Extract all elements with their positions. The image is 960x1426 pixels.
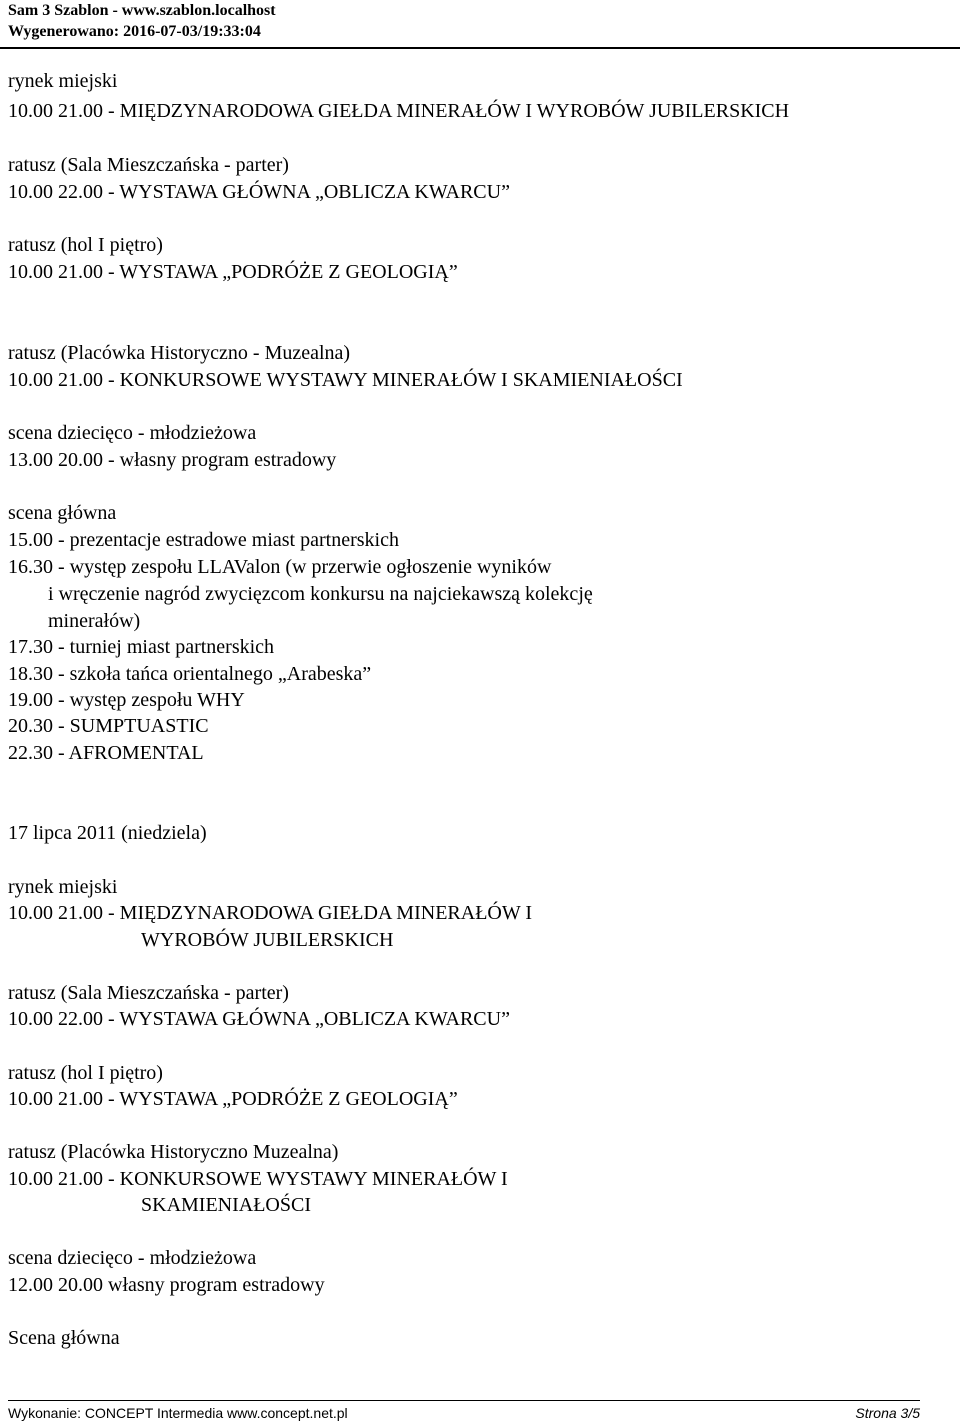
event-line: 13.00 20.00 - własny program estradowy xyxy=(8,449,337,471)
venue-label: ratusz (hol I piętro) xyxy=(8,234,163,256)
event-line: 10.00 21.00 - MIĘDZYNARODOWA GIEŁDA MINERAŁÓW I xyxy=(8,902,533,924)
event-line: 17.30 - turniej miast partnerskich xyxy=(8,636,275,658)
venue-label: rynek miejski xyxy=(8,70,118,92)
venue-label: ratusz (Placówka Historyczno Muzealna) xyxy=(8,1141,339,1163)
venue-label: rynek miejski xyxy=(8,876,118,898)
event-line: 10.00 21.00 - WYSTAWA „PODRÓŻE Z GEOLOGIĄ” xyxy=(8,261,458,283)
event-line: 18.30 - szkoła tańca orientalnego „Arabeska” xyxy=(8,663,372,685)
event-line: 20.30 - SUMPTUASTIC xyxy=(8,715,209,737)
event-line: 19.00 - występ zespołu WHY xyxy=(8,689,245,711)
event-line: 15.00 - prezentacje estradowe miast partnerskich xyxy=(8,529,399,551)
event-line-continued: minerałów) xyxy=(48,610,141,632)
venue-label: ratusz (hol I piętro) xyxy=(8,1062,163,1084)
venue-label: ratusz (Placówka Historyczno - Muzealna) xyxy=(8,342,351,364)
event-line: 10.00 21.00 - MIĘDZYNARODOWA GIEŁDA MINERAŁÓW I WYROBÓW JUBILERSKICH xyxy=(8,100,790,122)
event-line-continued: i wręczenie nagród zwycięzcom konkursu na najciekawszą kolekcję xyxy=(48,583,593,605)
venue-label: ratusz (Sala Mieszczańska - parter) xyxy=(8,982,289,1004)
venue-label: ratusz (Sala Mieszczańska - parter) xyxy=(8,154,289,176)
event-line: 10.00 21.00 - KONKURSOWE WYSTAWY MINERAŁÓW I xyxy=(8,1168,508,1190)
page-number: Strona 3/5 xyxy=(855,1405,920,1421)
header-divider xyxy=(0,47,960,49)
generated-timestamp: Wygenerowano: 2016-07-03/19:33:04 xyxy=(8,23,261,40)
site-title: Sam 3 Szablon - www.szablon.localhost xyxy=(8,2,276,19)
page-header xyxy=(8,0,276,42)
event-line-continued: SKAMIENIAŁOŚCI xyxy=(141,1194,311,1216)
venue-label: scena dziecięco - młodzieżowa xyxy=(8,1247,257,1269)
day-heading: 17 lipca 2011 (niedziela) xyxy=(8,822,207,844)
venue-label: Scena główna xyxy=(8,1327,120,1349)
venue-label: scena dziecięco - młodzieżowa xyxy=(8,422,257,444)
event-line: 10.00 21.00 - KONKURSOWE WYSTAWY MINERAŁÓW I SKAMIENIAŁOŚCI xyxy=(8,369,683,391)
event-line: 16.30 - występ zespołu LLAValon (w przerwie ogłoszenie wyników xyxy=(8,556,552,578)
event-line: 10.00 21.00 - WYSTAWA „PODRÓŻE Z GEOLOGIĄ” xyxy=(8,1088,458,1110)
event-line: 22.30 - AFROMENTAL xyxy=(8,742,204,764)
venue-label: scena główna xyxy=(8,502,117,524)
footer-credit: Wykonanie: CONCEPT Intermedia www.concept.net.pl xyxy=(8,1405,348,1421)
footer-divider xyxy=(8,1400,920,1401)
event-line: 10.00 22.00 - WYSTAWA GŁÓWNA „OBLICZA KWARCU” xyxy=(8,181,510,203)
event-line: 10.00 22.00 - WYSTAWA GŁÓWNA „OBLICZA KWARCU” xyxy=(8,1008,510,1030)
event-line: 12.00 20.00 własny program estradowy xyxy=(8,1274,325,1296)
event-line-continued: WYROBÓW JUBILERSKICH xyxy=(141,929,394,951)
